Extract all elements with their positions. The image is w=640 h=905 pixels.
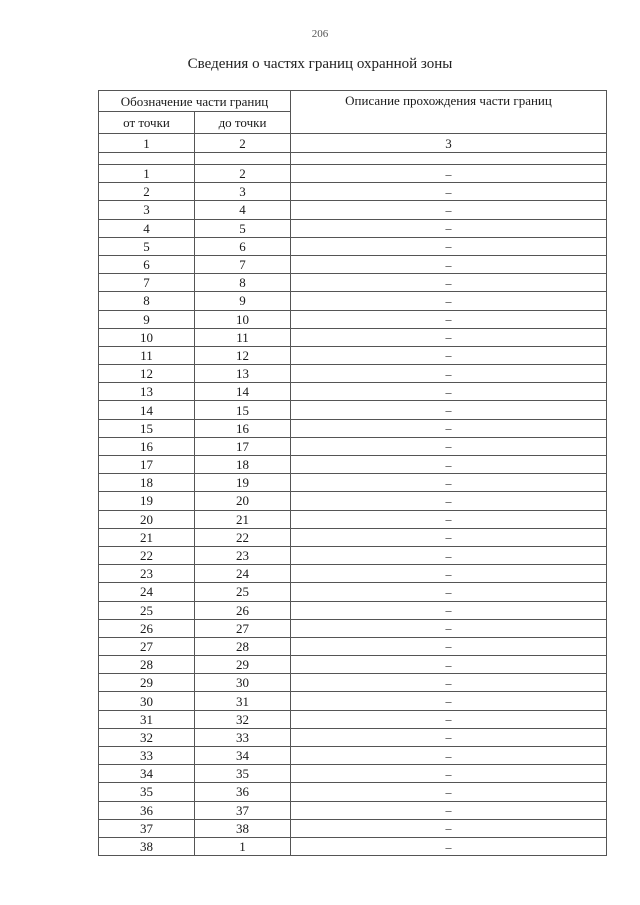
document-title: Сведения о частях границ охранной зоны xyxy=(187,56,453,72)
to-point-cell: 1 xyxy=(195,837,291,855)
description-cell: – xyxy=(291,765,607,783)
to-point-cell: 27 xyxy=(195,619,291,637)
to-point-cell: 4 xyxy=(195,201,291,219)
table-row xyxy=(99,656,607,674)
header-to-point: до точки xyxy=(195,112,291,134)
table-row xyxy=(99,201,607,219)
description-cell: – xyxy=(291,328,607,346)
table-row xyxy=(99,765,607,783)
from-point-cell: 16 xyxy=(99,437,195,455)
spacer-cell xyxy=(195,153,291,165)
table-row xyxy=(99,747,607,765)
from-point-cell: 24 xyxy=(99,583,195,601)
to-point-cell: 36 xyxy=(195,783,291,801)
table-row xyxy=(99,674,607,692)
from-point-cell: 18 xyxy=(99,474,195,492)
from-point-cell: 34 xyxy=(99,765,195,783)
description-cell: – xyxy=(291,710,607,728)
description-cell: – xyxy=(291,619,607,637)
description-cell: – xyxy=(291,346,607,364)
from-point-cell: 1 xyxy=(99,165,195,183)
to-point-cell: 35 xyxy=(195,765,291,783)
header-description: Описание прохождения части границ xyxy=(291,91,607,134)
description-cell: – xyxy=(291,783,607,801)
to-point-cell: 7 xyxy=(195,255,291,273)
table-row xyxy=(99,165,607,183)
table-row xyxy=(99,419,607,437)
table-row xyxy=(99,219,607,237)
from-point-cell: 13 xyxy=(99,383,195,401)
from-point-cell: 19 xyxy=(99,492,195,510)
to-point-cell: 16 xyxy=(195,419,291,437)
from-point-cell: 31 xyxy=(99,710,195,728)
description-cell: – xyxy=(291,474,607,492)
from-point-cell: 37 xyxy=(99,819,195,837)
description-cell: – xyxy=(291,674,607,692)
from-point-cell: 38 xyxy=(99,837,195,855)
from-point-cell: 33 xyxy=(99,747,195,765)
table-row xyxy=(99,365,607,383)
from-point-cell: 17 xyxy=(99,456,195,474)
description-cell: – xyxy=(291,292,607,310)
from-point-cell: 25 xyxy=(99,601,195,619)
table-row xyxy=(99,583,607,601)
to-point-cell: 20 xyxy=(195,492,291,510)
spacer-row xyxy=(99,153,607,165)
table-row xyxy=(99,492,607,510)
table-row xyxy=(99,274,607,292)
description-cell: – xyxy=(291,728,607,746)
to-point-cell: 18 xyxy=(195,456,291,474)
to-point-cell: 13 xyxy=(195,365,291,383)
header-row-group xyxy=(99,91,607,112)
to-point-cell: 19 xyxy=(195,474,291,492)
spacer-cell xyxy=(99,153,195,165)
table-row xyxy=(99,637,607,655)
to-point-cell: 32 xyxy=(195,710,291,728)
description-cell: – xyxy=(291,183,607,201)
description-cell: – xyxy=(291,201,607,219)
from-point-cell: 2 xyxy=(99,183,195,201)
description-cell: – xyxy=(291,255,607,273)
from-point-cell: 9 xyxy=(99,310,195,328)
table-row xyxy=(99,837,607,855)
to-point-cell: 9 xyxy=(195,292,291,310)
description-cell: – xyxy=(291,601,607,619)
description-cell: – xyxy=(291,656,607,674)
from-point-cell: 36 xyxy=(99,801,195,819)
from-point-cell: 5 xyxy=(99,237,195,255)
description-cell: – xyxy=(291,419,607,437)
table-row xyxy=(99,546,607,564)
description-cell: – xyxy=(291,583,607,601)
to-point-cell: 34 xyxy=(195,747,291,765)
description-cell: – xyxy=(291,528,607,546)
column-index-3: 3 xyxy=(291,134,607,153)
to-point-cell: 33 xyxy=(195,728,291,746)
to-point-cell: 31 xyxy=(195,692,291,710)
to-point-cell: 2 xyxy=(195,165,291,183)
to-point-cell: 23 xyxy=(195,546,291,564)
to-point-cell: 29 xyxy=(195,656,291,674)
table-row xyxy=(99,474,607,492)
table-row xyxy=(99,528,607,546)
from-point-cell: 32 xyxy=(99,728,195,746)
description-cell: – xyxy=(291,546,607,564)
from-point-cell: 29 xyxy=(99,674,195,692)
table-row xyxy=(99,565,607,583)
table-row xyxy=(99,801,607,819)
from-point-cell: 10 xyxy=(99,328,195,346)
table-row xyxy=(99,237,607,255)
description-cell: – xyxy=(291,365,607,383)
from-point-cell: 35 xyxy=(99,783,195,801)
table-row xyxy=(99,383,607,401)
to-point-cell: 21 xyxy=(195,510,291,528)
table-row xyxy=(99,601,607,619)
description-cell: – xyxy=(291,837,607,855)
description-cell: – xyxy=(291,310,607,328)
from-point-cell: 11 xyxy=(99,346,195,364)
description-cell: – xyxy=(291,274,607,292)
description-cell: – xyxy=(291,165,607,183)
table-row xyxy=(99,183,607,201)
description-cell: – xyxy=(291,456,607,474)
to-point-cell: 26 xyxy=(195,601,291,619)
table-row xyxy=(99,401,607,419)
description-cell: – xyxy=(291,219,607,237)
table-body xyxy=(99,91,607,856)
description-cell: – xyxy=(291,637,607,655)
table-row xyxy=(99,619,607,637)
table-row xyxy=(99,346,607,364)
table-row xyxy=(99,292,607,310)
table-row xyxy=(99,692,607,710)
to-point-cell: 25 xyxy=(195,583,291,601)
table-row xyxy=(99,328,607,346)
from-point-cell: 4 xyxy=(99,219,195,237)
from-point-cell: 26 xyxy=(99,619,195,637)
column-index-row xyxy=(99,134,607,153)
from-point-cell: 3 xyxy=(99,201,195,219)
from-point-cell: 23 xyxy=(99,565,195,583)
table-row xyxy=(99,819,607,837)
to-point-cell: 17 xyxy=(195,437,291,455)
description-cell: – xyxy=(291,492,607,510)
table-row xyxy=(99,310,607,328)
to-point-cell: 5 xyxy=(195,219,291,237)
to-point-cell: 30 xyxy=(195,674,291,692)
from-point-cell: 20 xyxy=(99,510,195,528)
to-point-cell: 3 xyxy=(195,183,291,201)
to-point-cell: 28 xyxy=(195,637,291,655)
description-cell: – xyxy=(291,237,607,255)
to-point-cell: 24 xyxy=(195,565,291,583)
to-point-cell: 8 xyxy=(195,274,291,292)
from-point-cell: 12 xyxy=(99,365,195,383)
to-point-cell: 12 xyxy=(195,346,291,364)
to-point-cell: 15 xyxy=(195,401,291,419)
from-point-cell: 30 xyxy=(99,692,195,710)
from-point-cell: 21 xyxy=(99,528,195,546)
to-point-cell: 14 xyxy=(195,383,291,401)
to-point-cell: 22 xyxy=(195,528,291,546)
description-cell: – xyxy=(291,819,607,837)
from-point-cell: 8 xyxy=(99,292,195,310)
from-point-cell: 22 xyxy=(99,546,195,564)
description-cell: – xyxy=(291,692,607,710)
table-row xyxy=(99,437,607,455)
from-point-cell: 15 xyxy=(99,419,195,437)
from-point-cell: 28 xyxy=(99,656,195,674)
to-point-cell: 38 xyxy=(195,819,291,837)
page-number: 206 xyxy=(311,28,329,40)
description-cell: – xyxy=(291,383,607,401)
header-boundary-part-designation: Обозначение части границ xyxy=(99,91,291,112)
from-point-cell: 27 xyxy=(99,637,195,655)
table-row xyxy=(99,783,607,801)
spacer-cell xyxy=(291,153,607,165)
description-cell: – xyxy=(291,510,607,528)
column-index-1: 1 xyxy=(99,134,195,153)
table-row xyxy=(99,456,607,474)
from-point-cell: 14 xyxy=(99,401,195,419)
from-point-cell: 7 xyxy=(99,274,195,292)
to-point-cell: 11 xyxy=(195,328,291,346)
to-point-cell: 6 xyxy=(195,237,291,255)
to-point-cell: 37 xyxy=(195,801,291,819)
to-point-cell: 10 xyxy=(195,310,291,328)
table-row xyxy=(99,710,607,728)
table-row xyxy=(99,255,607,273)
description-cell: – xyxy=(291,801,607,819)
from-point-cell: 6 xyxy=(99,255,195,273)
column-index-2: 2 xyxy=(195,134,291,153)
table-row xyxy=(99,510,607,528)
description-cell: – xyxy=(291,437,607,455)
description-cell: – xyxy=(291,747,607,765)
description-cell: – xyxy=(291,401,607,419)
header-from-point: от точки xyxy=(99,112,195,134)
description-cell: – xyxy=(291,565,607,583)
table-row xyxy=(99,728,607,746)
boundary-parts-table xyxy=(98,90,607,856)
